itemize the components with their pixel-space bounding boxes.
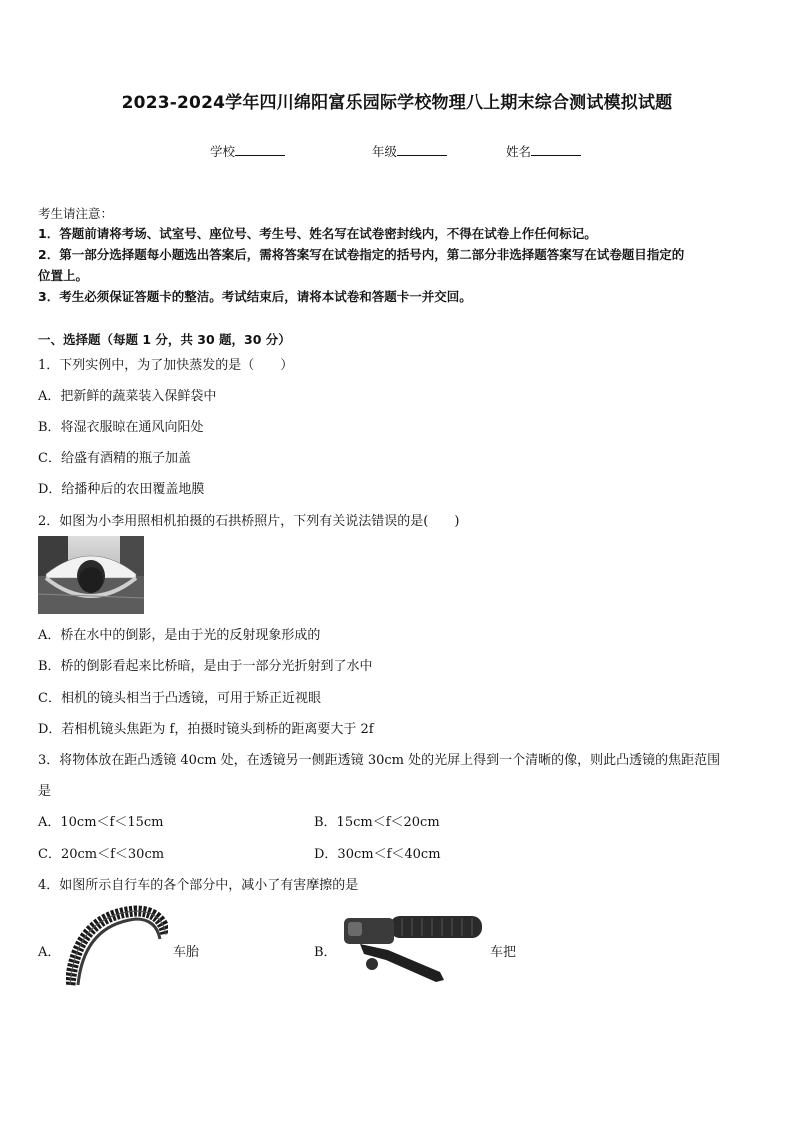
q1-option-c[interactable]: C．给盛有酒精的瓶子加盖 bbox=[38, 451, 191, 466]
grade-field bbox=[372, 142, 447, 160]
grade-blank[interactable] bbox=[397, 143, 447, 156]
q4-option-b-label: 车把 bbox=[490, 945, 517, 960]
bicycle-tire-image bbox=[66, 905, 168, 987]
notice-item: 1．答题前请将考场、试室号、座位号、考生号、姓名写在试卷密封线内，不得在试卷上作任何标记。 bbox=[38, 226, 597, 241]
q2-option-a[interactable]: A．桥在水中的倒影，是由于光的反射现象形成的 bbox=[38, 628, 321, 643]
notice-heading: 考生请注意： bbox=[38, 206, 114, 221]
school-blank[interactable] bbox=[235, 143, 285, 156]
q2-option-c[interactable]: C．相机的镜头相当于凸透镜，可用于矫正近视眼 bbox=[38, 691, 321, 706]
notice-item: 位置上。 bbox=[38, 268, 89, 283]
notice-item: 3．考生必须保证答题卡的整洁。考试结束后，请将本试卷和答题卡一并交回。 bbox=[38, 289, 472, 304]
q1-option-a[interactable]: A．把新鲜的蔬菜装入保鲜袋中 bbox=[38, 389, 217, 404]
question-2-stem: 2．如图为小李用照相机拍摄的石拱桥照片，下列有关说法错误的是( ) bbox=[38, 514, 460, 529]
school-label: 学校 bbox=[210, 144, 236, 159]
q4-option-b-letter[interactable]: B． bbox=[314, 945, 337, 960]
name-field bbox=[506, 142, 581, 160]
q3-option-d[interactable]: D．30cm＜f＜40cm bbox=[314, 847, 441, 862]
name-label: 姓名 bbox=[506, 144, 532, 159]
q4-option-a-label: 车胎 bbox=[173, 945, 200, 960]
q3-option-c[interactable]: C．20cm＜f＜30cm bbox=[38, 847, 165, 862]
q2-option-d[interactable]: D．若相机镜头焦距为 f，拍摄时镜头到桥的距离要大于 2f bbox=[38, 722, 374, 737]
q4-option-a-letter[interactable]: A． bbox=[38, 945, 61, 960]
question-1-stem: 1．下列实例中，为了加快蒸发的是（ ） bbox=[38, 358, 294, 373]
section-heading: 一、选择题（每题 1 分，共 30 题，30 分） bbox=[38, 332, 291, 347]
question-4-stem: 4．如图所示自行车的各个部分中，减小了有害摩擦的是 bbox=[38, 878, 359, 893]
q2-option-b[interactable]: B．桥的倒影看起来比桥暗，是由于一部分光折射到了水中 bbox=[38, 659, 373, 674]
question-3-stem: 3．将物体放在距凸透镜 40cm 处，在透镜另一侧距透镜 30cm 处的光屏上得到一个清晰的像，则此凸透镜的焦距范围 bbox=[38, 753, 721, 768]
q3-option-a[interactable]: A．10cm＜f＜15cm bbox=[38, 815, 164, 830]
question-3-stem-cont: 是 bbox=[38, 784, 52, 799]
name-blank[interactable] bbox=[531, 143, 581, 156]
q1-option-b[interactable]: B．将湿衣服晾在通风向阳处 bbox=[38, 420, 204, 435]
q3-option-b[interactable]: B．15cm＜f＜20cm bbox=[314, 815, 440, 830]
notice-item: 2．第一部分选择题每小题选出答案后，需将答案写在试卷指定的括号内，第二部分非选择题答案写在试卷题目指定的 bbox=[38, 247, 685, 262]
grade-label: 年级 bbox=[372, 144, 398, 159]
bicycle-handlebar-image bbox=[340, 908, 486, 984]
stone-arch-bridge-photo bbox=[38, 536, 144, 614]
page-title: 2023-2024学年四川绵阳富乐园际学校物理八上期末综合测试模拟试题 bbox=[121, 93, 673, 113]
school-field bbox=[210, 142, 285, 160]
q1-option-d[interactable]: D．给播种后的农田覆盖地膜 bbox=[38, 482, 205, 497]
